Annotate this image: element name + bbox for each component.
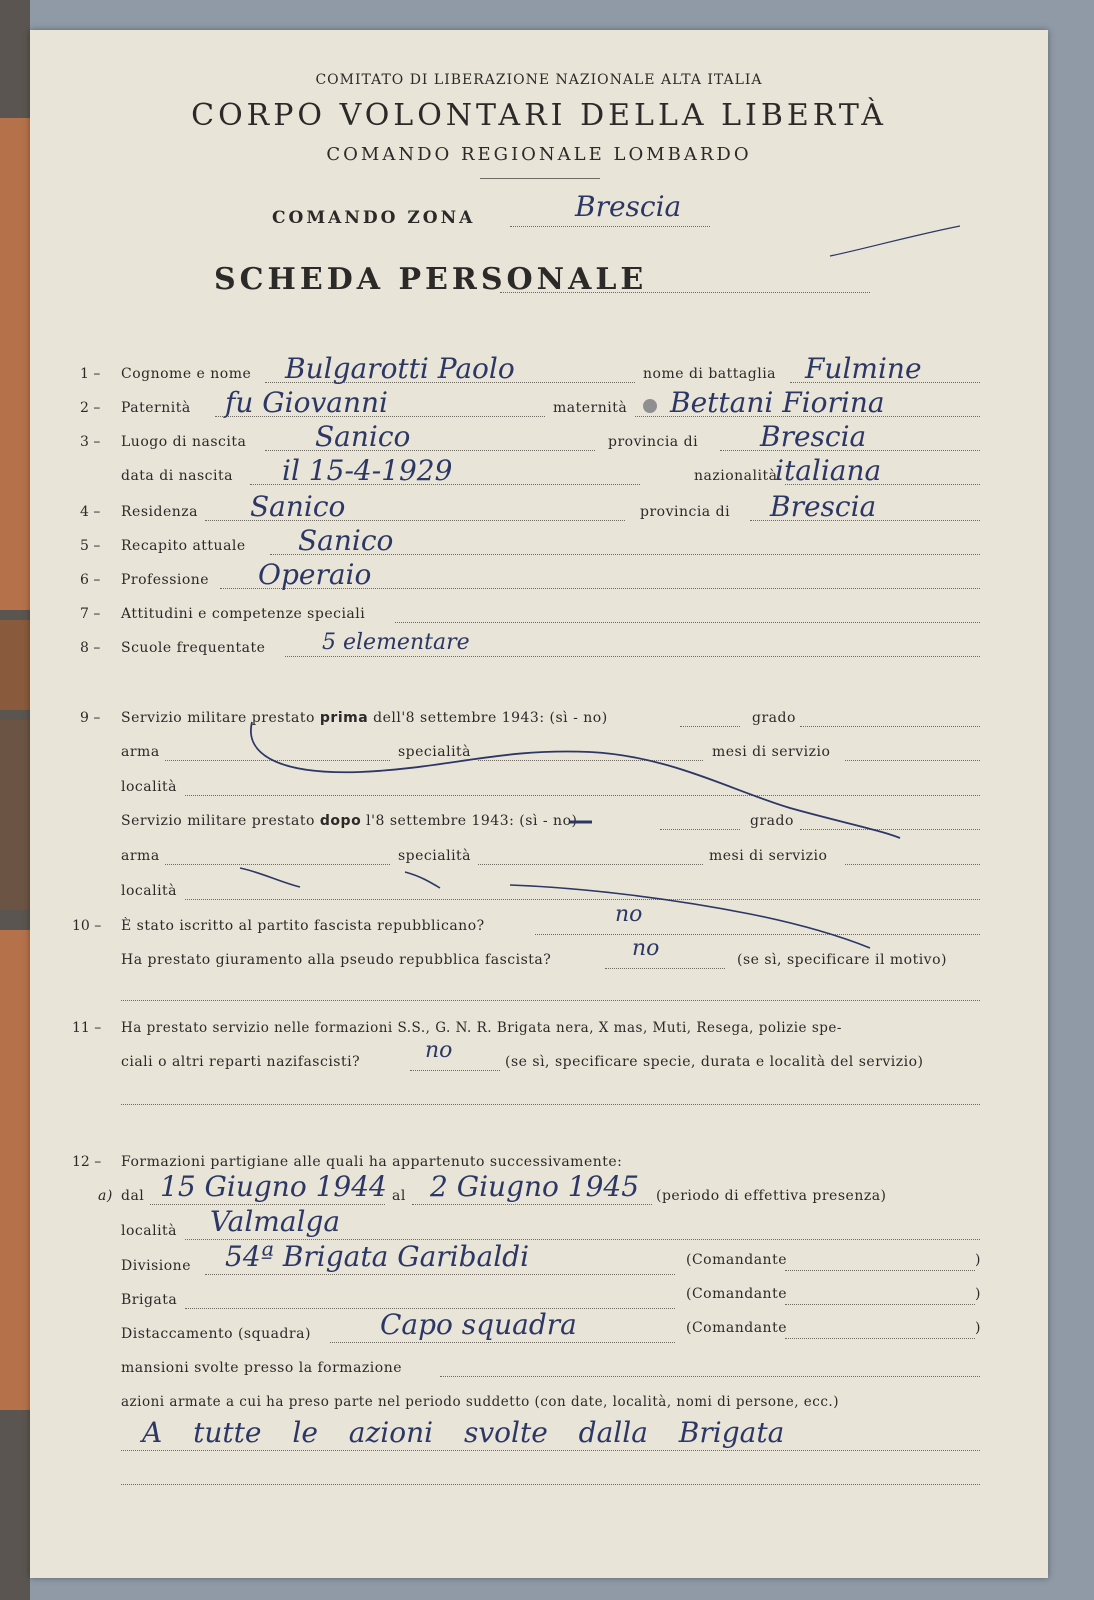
field-number: 11 – bbox=[72, 1020, 102, 1036]
residence-label: Residenza bbox=[121, 504, 198, 520]
field-number: 8 – bbox=[80, 640, 101, 656]
paternity-value: fu Giovanni bbox=[225, 386, 389, 419]
months-label: mesi di servizio bbox=[709, 848, 828, 864]
field-number: 9 – bbox=[80, 710, 101, 726]
partisan-formations-heading: Formazioni partigiane alle quali ha appartenuto successivamente: bbox=[121, 1154, 623, 1170]
fascist-party-question: È stato iscritto al partito fascista repubblicano? bbox=[121, 918, 485, 934]
actions-value: A tutte le azioni svolte dalla Brigata bbox=[142, 1416, 785, 1449]
from-label: dal bbox=[121, 1188, 145, 1204]
item-marker: a) bbox=[98, 1188, 113, 1204]
rank-label: grado bbox=[750, 813, 794, 829]
detachment-label: Distaccamento (squadra) bbox=[121, 1326, 311, 1342]
schools-value: 5 elementare bbox=[322, 630, 470, 655]
field-number: 4 – bbox=[80, 504, 101, 520]
oath-note: (se sì, specificare il motivo) bbox=[737, 952, 947, 968]
military-before-text: Servizio militare prestato bbox=[121, 710, 315, 726]
residence-province-label: provincia di bbox=[640, 504, 731, 520]
profession-value: Operaio bbox=[258, 558, 372, 591]
field-number: 1 – bbox=[80, 366, 101, 382]
field-number: 5 – bbox=[80, 538, 101, 554]
birthplace-label: Luogo di nascita bbox=[121, 434, 247, 450]
paternity-label: Paternità bbox=[121, 400, 191, 416]
brigade-label: Brigata bbox=[121, 1292, 178, 1308]
locality-label: località bbox=[121, 779, 178, 795]
from-value: 15 Giugno 1944 bbox=[160, 1170, 387, 1203]
residence-province-value: Brescia bbox=[770, 490, 877, 523]
nationality-label: nazionalità bbox=[694, 468, 778, 484]
to-value: 2 Giugno 1945 bbox=[430, 1170, 640, 1203]
province-value: Brescia bbox=[760, 420, 867, 453]
arm-label: arma bbox=[121, 744, 160, 760]
nazifascist-question-cont: ciali o altri reparti nazifascisti? bbox=[121, 1054, 361, 1070]
military-after-emphasis: dopo bbox=[319, 813, 362, 829]
pen-strike-marks bbox=[30, 30, 1048, 1578]
specialty-label: specialità bbox=[398, 848, 472, 864]
rank-label: grado bbox=[752, 710, 796, 726]
residence-value: Sanico bbox=[250, 490, 346, 523]
nationality-value: italiana bbox=[775, 454, 882, 487]
binder-tab bbox=[0, 620, 30, 710]
address-value: Sanico bbox=[298, 524, 394, 557]
committee-header: COMITATO DI LIBERAZIONE NAZIONALE ALTA ITALIA bbox=[315, 72, 763, 88]
document-page bbox=[30, 30, 1048, 1578]
actions-label: azioni armate a cui ha preso parte nel periodo suddetto (con date, località, nomi di persone, ecc.) bbox=[121, 1394, 839, 1410]
province-label: provincia di bbox=[608, 434, 699, 450]
binder-tab bbox=[0, 118, 30, 610]
battle-name-value: Fulmine bbox=[805, 352, 922, 385]
military-after-text: Servizio militare prestato bbox=[121, 813, 315, 829]
paren-close: ) bbox=[975, 1252, 981, 1268]
schools-label: Scuole frequentate bbox=[121, 640, 266, 656]
detachment-value: Capo squadra bbox=[380, 1308, 577, 1341]
field-number: 3 – bbox=[80, 434, 101, 450]
field-number: 12 – bbox=[72, 1154, 102, 1170]
zone-value: Brescia bbox=[575, 190, 682, 223]
birthplace-value: Sanico bbox=[315, 420, 411, 453]
oath-question: Ha prestato giuramento alla pseudo repubblica fascista? bbox=[121, 952, 552, 968]
nazifascist-answer: no bbox=[425, 1038, 453, 1063]
address-label: Recapito attuale bbox=[121, 538, 246, 554]
fascist-party-answer: no bbox=[615, 902, 643, 927]
locality-label: località bbox=[121, 883, 178, 899]
maternity-label: maternità bbox=[553, 400, 628, 416]
military-before-date: dell'8 settembre 1943: (sì - no) bbox=[373, 710, 608, 726]
surname-name-value: Bulgarotti Paolo bbox=[285, 352, 515, 385]
oath-answer: no bbox=[632, 936, 660, 961]
field-number: 7 – bbox=[80, 606, 101, 622]
surname-name-label: Cognome e nome bbox=[121, 366, 252, 382]
paren-close: ) bbox=[975, 1286, 981, 1302]
form-title: SCHEDA PERSONALE bbox=[214, 262, 648, 297]
months-label: mesi di servizio bbox=[712, 744, 831, 760]
birthdate-label: data di nascita bbox=[121, 468, 233, 484]
military-before-emphasis: prima bbox=[319, 710, 369, 726]
brigade-commander-label: (Comandante bbox=[686, 1286, 787, 1302]
detachment-commander-label: (Comandante bbox=[686, 1320, 787, 1336]
binder-tab bbox=[0, 720, 30, 910]
field-number: 10 – bbox=[72, 918, 102, 934]
skills-label: Attitudini e competenze speciali bbox=[121, 606, 366, 622]
zone-label: COMANDO ZONA bbox=[272, 208, 476, 228]
arm-label: arma bbox=[121, 848, 160, 864]
military-after-date: l'8 settembre 1943: (sì - no) bbox=[366, 813, 578, 829]
binder-tab bbox=[0, 930, 30, 1410]
regional-header: COMANDO REGIONALE LOMBARDO bbox=[326, 144, 752, 165]
field-number: 6 – bbox=[80, 572, 101, 588]
division-label: Divisione bbox=[121, 1258, 191, 1274]
corps-header: CORPO VOLONTARI DELLA LIBERTÀ bbox=[191, 98, 887, 133]
paren-close: ) bbox=[975, 1320, 981, 1336]
birthdate-value: il 15-4-1929 bbox=[282, 454, 453, 487]
field-number: 2 – bbox=[80, 400, 101, 416]
formation-locality-label: località bbox=[121, 1223, 178, 1239]
formation-locality-value: Valmalga bbox=[210, 1205, 341, 1238]
to-label: al bbox=[392, 1188, 406, 1204]
specialty-label: specialità bbox=[398, 744, 472, 760]
maternity-value: Bettani Fiorina bbox=[670, 386, 885, 419]
division-commander-label: (Comandante bbox=[686, 1252, 787, 1268]
battle-name-label: nome di battaglia bbox=[643, 366, 777, 382]
duties-label: mansioni svolte presso la formazione bbox=[121, 1360, 403, 1376]
division-value: 54ª Brigata Garibaldi bbox=[225, 1240, 530, 1273]
nazifascist-question: Ha prestato servizio nelle formazioni S.S., G. N. R. Brigata nera, X mas, Muti, Resega, polizie spe- bbox=[121, 1020, 842, 1036]
nazifascist-note: (se sì, specificare specie, durata e località del servizio) bbox=[505, 1054, 924, 1070]
period-note: (periodo di effettiva presenza) bbox=[656, 1188, 887, 1204]
profession-label: Professione bbox=[121, 572, 210, 588]
